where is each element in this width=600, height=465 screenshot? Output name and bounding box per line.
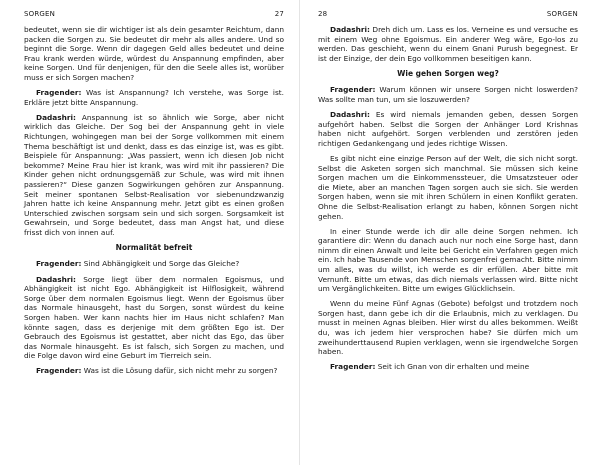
speaker-label: Dadashri: <box>36 112 76 122</box>
paragraph-text: Sind Abhängigkeit und Sorge das Gleiche? <box>81 259 240 269</box>
paragraph-text: Anspannung ist so ähnlich wie Sorge, aber nicht wirklich das Gleiche. Der Sog bei der Anspannung geht in viele Richtungen, wohingegen man bei der Sorge vollkommen mit einem Thema beschäftigt ist und denkt, dass es das einzige ist, was es gibt. Beispiele für Anspannung: „Was passiert, wenn ich diesen Job nicht bekomme? Meine Frau hier ist krank, was wird mit ihr passieren? Die Kinder gehen nicht ordnungsgemäß zur Schule, was wird mit ihnen passieren?“ Diese ganzen Sogwirkungen gehören zur Anspannung. Seit meiner spontanen Selbst-Realisation vor siebenundzwanzig Jahren hatte ich keine Anspannung mehr. Jetzt gibt es einen großen Unterschied zwischen sorgsam sein und sich sorgen. Sorgsamkeit ist Gewahrsein, und Sorge bedeutet, dass man Angst hat, und diese frisst dich von innen auf. <box>24 112 284 237</box>
paragraph <box>318 25 578 63</box>
running-title: SORGEN <box>24 10 56 18</box>
paragraph-text: Sorge liegt über dem normalen Egoismus, und Abhängigkeit ist nicht Ego. Abhängigkeit ist Hilflosigkeit, während Sorge über dem normalen Egoismus liegt. Wenn der Egoismus über das Normale hinausgeht, hast du Sorgen, sonst würdest du keine Sorgen haben. Wer kann nachts hier im Haus nicht schlafen? Man könnte sagen, dass es derjenige mit dem größten Ego ist. Der Gebrauch des Egoismus ist gestattet, aber nicht das Ego, das über das Normale hinausgeht. Es ist falsch, sich Sorgen zu machen, und die Folge davon wird eine Geburt im Tierreich sein. <box>24 274 284 361</box>
paragraph <box>318 227 578 294</box>
speaker-label: Fragender: <box>36 259 82 269</box>
section-heading: Wie gehen Sorgen weg? <box>397 69 499 79</box>
paragraph-text: Warum können wir unsere Sorgen nicht loswerden? Was sollte man tun, um sie loszuwerden? <box>318 85 578 104</box>
paragraph <box>318 362 578 372</box>
paragraph <box>24 275 284 361</box>
running-header <box>318 10 578 19</box>
page-number: 27 <box>274 10 284 18</box>
paragraph <box>318 154 578 221</box>
page-body <box>24 25 284 376</box>
paragraph-text: Was ist die Lösung dafür, sich nicht mehr zu sorgen? <box>81 366 278 376</box>
paragraph-text: In einer Stunde werde ich dir alle deine Sorgen nehmen. Ich garantiere dir: Wenn du danach auch nur noch eine Sorge hast, dann nimm dir einen Anwalt und leite bei Gericht ein Verfahren gegen mich ein. Ich habe Tausende von Menschen sorgenfrei gemacht. Bitte nimm um alles, was du willst, ich werde es dir erfüllen. Aber bitte mit Vernunft. Bitte um etwas, das dich niemals verlassen wird. Bitte nicht um Vergänglichkeiten. Bitte um ewiges Glücklichsein. <box>318 226 578 294</box>
paragraph-text: bedeutet, wenn sie dir wichtiger ist als dein gesamter Reichtum, dann packen die Sorgen zu. Sie bedeutet dir mehr als alles andere. Und so beginnt die Sorge. Wenn dir dagegen Geld alles bedeutet und deine Frau krank werden würde, würdest du Anspannung empfinden, aber keine Sorgen. Und für denjenigen, für den die Seele alles ist, worüber muss er sich Sorgen machen? <box>24 25 284 82</box>
paragraph <box>24 366 284 376</box>
paragraph <box>318 110 578 148</box>
paragraph-text: Seit ich Gnan von dir erhalten und meine <box>375 362 530 372</box>
right-page <box>300 0 600 465</box>
paragraph <box>318 299 578 357</box>
paragraph <box>24 113 284 238</box>
page-body <box>318 25 578 372</box>
paragraph <box>24 88 284 107</box>
paragraph <box>24 25 284 83</box>
paragraph <box>24 259 284 269</box>
paragraph-text: Es gibt nicht eine einzige Person auf der Welt, die sich nicht sorgt. Selbst die Asketen sorgen sich manchmal. Sie müssen sich keine Sorgen machen um die Einkommenssteuer, die Umsatzsteuer oder die Miete, aber an manchen Tagen sorgen auch sie sich. Sie werden Sorgen haben, wenn sie mit ihren Schülern in einen Konflikt geraten. Ohne die Selbst-Realisation erlangt zu haben, können Sorgen nicht gehen. <box>318 153 578 221</box>
paragraph-text: Wenn du meine Fünf Agnas (Gebote) befolgst und trotzdem noch Sorgen hast, dann gebe ich dir die Erlaubnis, mich zu verklagen. Du musst in meinen Agnas bleiben. Hier wirst du alles bekommen. Weißt du, was ich jedem hier versprochen habe? Sie dürfen mich um zweihunderttausend Rupien verklagen, wenn sie irgendwelche Sorgen haben. <box>318 299 578 357</box>
running-title: SORGEN <box>546 10 578 18</box>
section-heading: Normalität befreit <box>115 243 193 253</box>
speaker-label: Dadashri: <box>330 110 370 120</box>
running-header <box>24 10 284 19</box>
speaker-label: Fragender: <box>36 366 82 376</box>
paragraph-text: Es wird niemals jemanden geben, dessen Sorgen aufgehört haben. Selbst die Sorgen der Anhänger Lord Krishnas haben nicht aufgehört. Sorgen verblenden und zerstören jeden richtigen Gedankengang und jedes richtige Wissen. <box>318 110 578 148</box>
page-number: 28 <box>318 10 328 18</box>
speaker-label: Dadashri: <box>36 274 76 284</box>
speaker-label: Fragender: <box>330 85 376 95</box>
speaker-label: Dadashri: <box>330 25 370 34</box>
paragraph-text: Was ist Anspannung? Ich verstehe, was Sorge ist. Erkläre jetzt bitte Anspannung. <box>24 88 284 107</box>
speaker-label: Fragender: <box>36 88 82 98</box>
paragraph-text: Dreh dich um. Lass es los. Verneine es und versuche es mit einem Weg ohne Egoismus. Ein anderer Weg wäre, Ego-los zu werden. Das geschieht, wenn du einem Gnani Purush begegnest. Er ist der Einzige, der dein Ego vollkommen beseitigen kann. <box>318 25 578 63</box>
paragraph <box>318 85 578 104</box>
speaker-label: Fragender: <box>330 362 376 372</box>
